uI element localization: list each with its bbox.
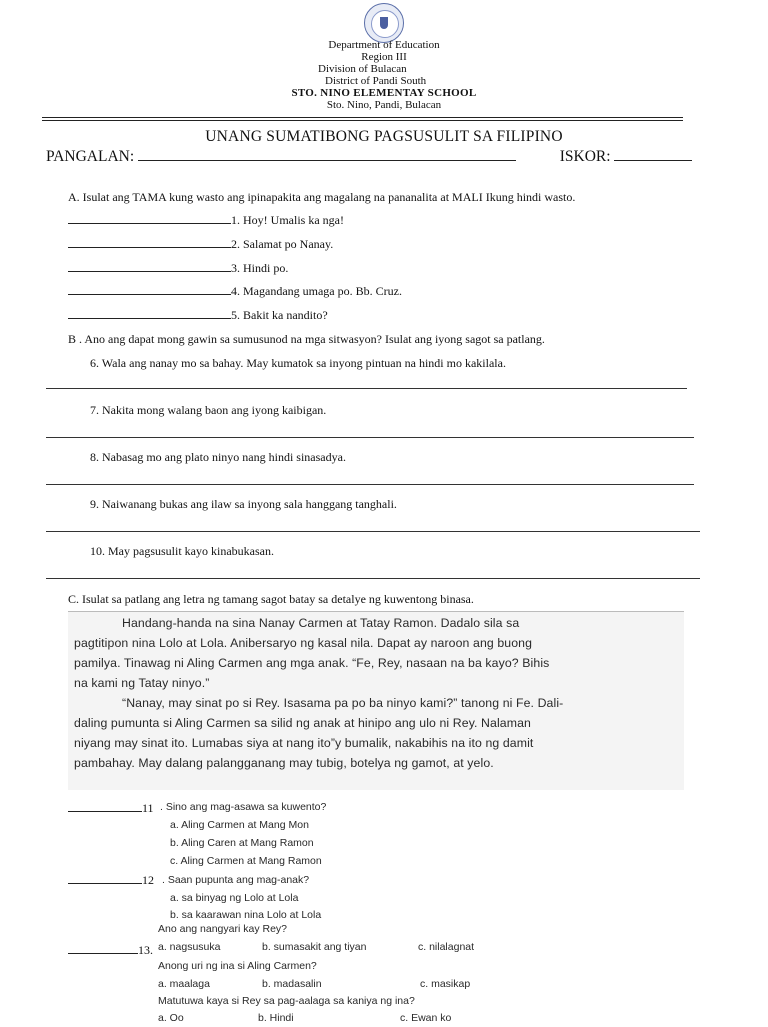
region: Region III <box>361 51 407 63</box>
story-line: pagtitipon nina Lolo at Lola. Anibersaryo ng kasal nila. Dapat ay naroon ang buong <box>74 636 533 650</box>
seal-shield-icon <box>380 17 388 29</box>
q13-choice: a. nagsusuka <box>158 941 221 953</box>
exam-title: UNANG SUMATIBONG PAGSUSULIT SA FILIPINO <box>205 128 563 145</box>
answer-blank[interactable] <box>68 307 231 319</box>
q12-question: . Saan pupunta ang mag-anak? <box>162 874 310 886</box>
answer-blank[interactable] <box>68 236 231 248</box>
q13-choice: c. nilalagnat <box>418 941 475 953</box>
deped-seal-logo <box>364 3 404 43</box>
score-blank[interactable] <box>614 149 692 161</box>
part-b-question: 8. Nabasag mo ang plato ninyo nang hindi sinasadya. <box>90 450 346 464</box>
header-divider-top <box>42 117 683 118</box>
answer-blank[interactable] <box>68 212 231 224</box>
q15-choice: a. Oo <box>158 1012 184 1024</box>
school-name: STO. NINO ELEMENTAY SCHOOL <box>291 87 477 99</box>
story-line: pamilya. Tinawag ni Aling Carmen ang mga anak. “Fe, Rey, nasaan na ba kayo? Bihis <box>74 656 550 670</box>
part-a-item: 2. Salamat po Nanay. <box>68 236 333 252</box>
part-a-item: 5. Bakit ka nandito? <box>68 307 328 323</box>
answer-line[interactable] <box>46 484 694 485</box>
q14-choice: b. madasalin <box>262 978 322 990</box>
part-b-question: 6. Wala ang nanay mo sa bahay. May kumatok sa inyong pintuan na hindi mo kakilala. <box>90 356 506 370</box>
story-line: pambahay. May dalang palangganang may tubig, botelya ng gamot, at yelo. <box>74 756 494 770</box>
q11-choice: a. Aling Carmen at Mang Mon <box>170 819 309 831</box>
answer-blank[interactable] <box>68 800 142 812</box>
name-blank[interactable] <box>138 149 516 161</box>
q13-question: Ano ang nangyari kay Rey? <box>158 923 287 935</box>
answer-line[interactable] <box>46 437 694 438</box>
school-address: Sto. Nino, Pandi, Bulacan <box>326 99 442 111</box>
q11-question: . Sino ang mag-asawa sa kuwento? <box>160 801 327 813</box>
q15-question: Matutuwa kaya si Rey sa pag-aalaga sa kaniya ng ina? <box>158 995 415 1007</box>
part-b-instruction: B . Ano ang dapat mong gawin sa sumusunod na mga sitwasyon? Isulat ang iyong sagot sa patlang. <box>68 332 545 346</box>
q14-choice: a. maalaga <box>158 978 210 990</box>
q15-choice: b. Hindi <box>258 1012 294 1024</box>
part-a-item: 1. Hoy! Umalis ka nga! <box>68 212 344 228</box>
q11-choice: c. Aling Carmen at Mang Ramon <box>170 855 322 867</box>
answer-line[interactable] <box>46 531 700 532</box>
header-divider-bottom <box>42 120 683 121</box>
dept-name: Department of Education <box>328 39 440 51</box>
division: Division of Bulacan <box>318 63 407 75</box>
q13-row: 13. <box>68 942 153 958</box>
q11-row: 11 <box>68 800 154 816</box>
q15-choice: c. Ewan ko <box>400 1012 452 1024</box>
answer-blank[interactable] <box>68 872 142 884</box>
answer-line[interactable] <box>46 578 700 579</box>
answer-blank[interactable] <box>68 260 231 272</box>
story-line: Handang-handa na sina Nanay Carmen at Tatay Ramon. Dadalo sila sa <box>122 616 520 630</box>
part-a-item: 4. Magandang umaga po. Bb. Cruz. <box>68 283 402 299</box>
answer-blank[interactable] <box>68 283 231 295</box>
part-a-item: 3. Hindi po. <box>68 260 288 276</box>
answer-line[interactable] <box>46 388 687 389</box>
part-b-question: 10. May pagsusulit kayo kinabukasan. <box>90 544 274 558</box>
name-label: PANGALAN: <box>46 148 135 165</box>
part-b-question: 7. Nakita mong walang baon ang iyong kaibigan. <box>90 403 327 417</box>
story-line: daling pumunta si Aling Carmen sa silid ng anak at hinipo ang ulo ni Rey. Nalaman <box>74 716 531 730</box>
story-line: “Nanay, may sinat po si Rey. Isasama pa po ba ninyo kami?” tanong ni Fe. Dali- <box>122 696 564 710</box>
part-a-instruction: A. Isulat ang TAMA kung wasto ang ipinapakita ang magalang na pananalita at MALI Ikung hindi wasto. <box>68 190 576 204</box>
q14-question: Anong uri ng ina si Aling Carmen? <box>158 960 317 972</box>
q12-row: 12 <box>68 872 154 888</box>
q11-choice: b. Aling Caren at Mang Ramon <box>170 837 314 849</box>
part-b-question: 9. Naiwanang bukas ang ilaw sa inyong sala hanggang tanghali. <box>90 497 397 511</box>
story-line: na kami ng Tatay ninyo.” <box>74 676 210 690</box>
story-line: niyang may sinat ito. Lumabas siya at nang ito”y bumalik, nakabihis na ito ng damit <box>74 736 534 750</box>
q13-choice: b. sumasakit ang tiyan <box>262 941 367 953</box>
story-passage <box>68 611 684 790</box>
name-row <box>46 148 692 166</box>
answer-blank[interactable] <box>68 942 138 954</box>
score-label: ISKOR: <box>559 148 611 165</box>
q12-choice: a. sa binyag ng Lolo at Lola <box>170 892 299 904</box>
part-c-instruction: C. Isulat sa patlang ang letra ng tamang sagot batay sa detalye ng kuwentong binasa. <box>68 592 474 606</box>
q14-choice: c. masikap <box>420 978 471 990</box>
q12-choice: b. sa kaarawan nina Lolo at Lola <box>170 909 322 921</box>
district: District of Pandi South <box>325 75 427 87</box>
